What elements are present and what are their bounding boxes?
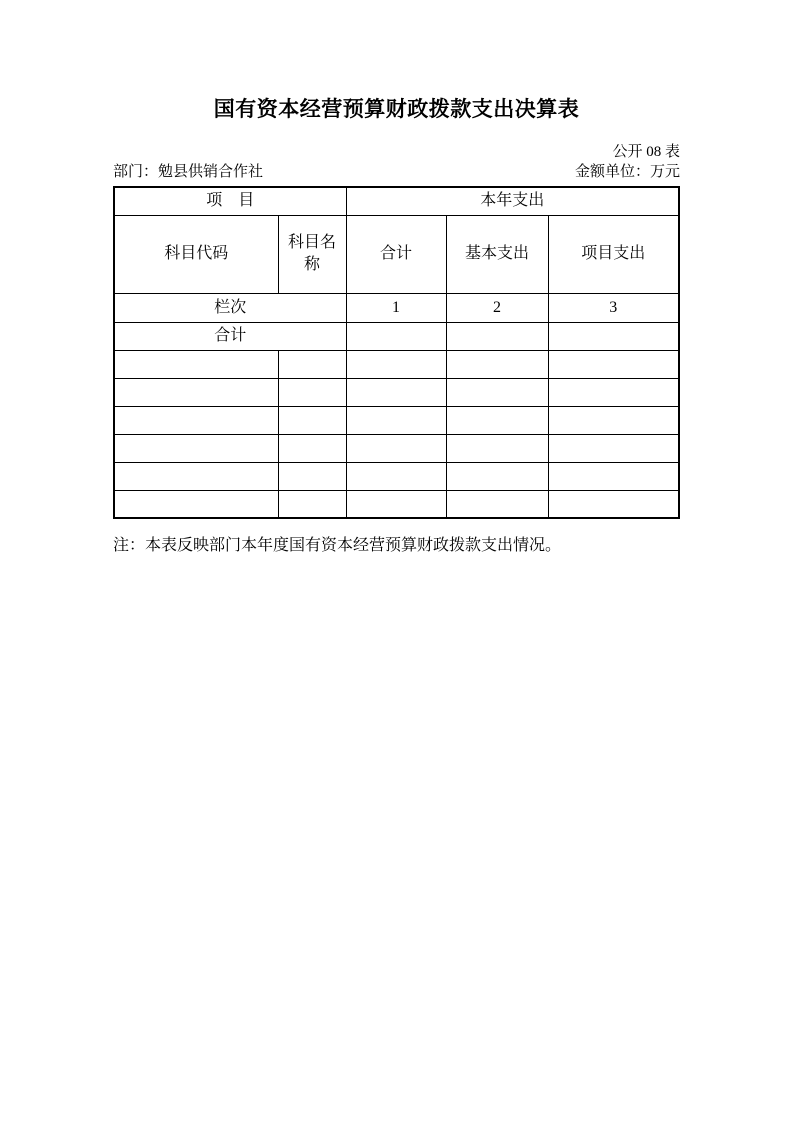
empty-cell xyxy=(346,378,446,406)
empty-cell xyxy=(548,434,679,462)
current-year-expenditure-header: 本年支出 xyxy=(346,187,679,215)
empty-cell xyxy=(278,350,346,378)
footnote: 注：本表反映部门本年度国有资本经营预算财政拨款支出情况。 xyxy=(113,537,562,554)
empty-cell xyxy=(346,462,446,490)
empty-cell xyxy=(114,406,278,434)
empty-cell xyxy=(548,490,679,518)
empty-cell xyxy=(446,378,548,406)
lane-index-row xyxy=(114,293,679,322)
empty-cell xyxy=(346,434,446,462)
lane-index-3: 3 xyxy=(548,293,679,322)
empty-cell xyxy=(114,462,278,490)
meta-line xyxy=(113,163,680,181)
empty-cell xyxy=(114,434,278,462)
empty-cell xyxy=(548,378,679,406)
table-row xyxy=(114,406,679,434)
empty-cell xyxy=(446,462,548,490)
total-row-label: 合计 xyxy=(114,322,346,350)
expenditure-table xyxy=(113,186,680,519)
col-header-project-expenditure: 项目支出 xyxy=(548,215,679,293)
table-row xyxy=(114,378,679,406)
column-header-row xyxy=(114,215,679,293)
empty-cell xyxy=(114,378,278,406)
empty-cell xyxy=(114,490,278,518)
table-body xyxy=(114,187,679,518)
lane-index-2: 2 xyxy=(446,293,548,322)
empty-cell xyxy=(446,490,548,518)
empty-cell xyxy=(446,434,548,462)
total-row-basic-cell xyxy=(446,322,548,350)
page-title: 国有资本经营预算财政拨款支出决算表 xyxy=(213,97,580,121)
empty-cell xyxy=(548,406,679,434)
report-sheet xyxy=(113,0,680,556)
col-header-basic-expenditure: 基本支出 xyxy=(446,215,548,293)
total-row-total-cell xyxy=(346,322,446,350)
empty-cell xyxy=(278,406,346,434)
form-code: 公开 08 表 xyxy=(612,144,680,160)
empty-cell xyxy=(446,350,548,378)
empty-cell xyxy=(278,434,346,462)
empty-cell xyxy=(346,406,446,434)
table-row xyxy=(114,434,679,462)
total-row xyxy=(114,322,679,350)
table-row xyxy=(114,462,679,490)
empty-cell xyxy=(114,350,278,378)
lane-index-1: 1 xyxy=(346,293,446,322)
unit-label: 金额单位：万元 xyxy=(574,164,680,180)
table-row xyxy=(114,350,679,378)
group-header-row xyxy=(114,187,679,215)
empty-cell xyxy=(278,462,346,490)
empty-cell xyxy=(278,490,346,518)
department-label: 部门：勉县供销合作社 xyxy=(113,164,264,180)
table-row xyxy=(114,490,679,518)
empty-cell xyxy=(548,462,679,490)
subject-name-label: 科目名称 xyxy=(288,234,337,273)
item-group-header: 项 目 xyxy=(114,187,346,215)
col-header-subject-name xyxy=(278,215,346,293)
empty-cell xyxy=(278,378,346,406)
empty-cell xyxy=(446,406,548,434)
lane-label: 栏次 xyxy=(114,293,346,322)
col-header-total: 合计 xyxy=(346,215,446,293)
total-row-project-cell xyxy=(548,322,679,350)
empty-cell xyxy=(346,350,446,378)
col-header-subject-code: 科目代码 xyxy=(114,215,278,293)
empty-cell xyxy=(548,350,679,378)
empty-cell xyxy=(346,490,446,518)
